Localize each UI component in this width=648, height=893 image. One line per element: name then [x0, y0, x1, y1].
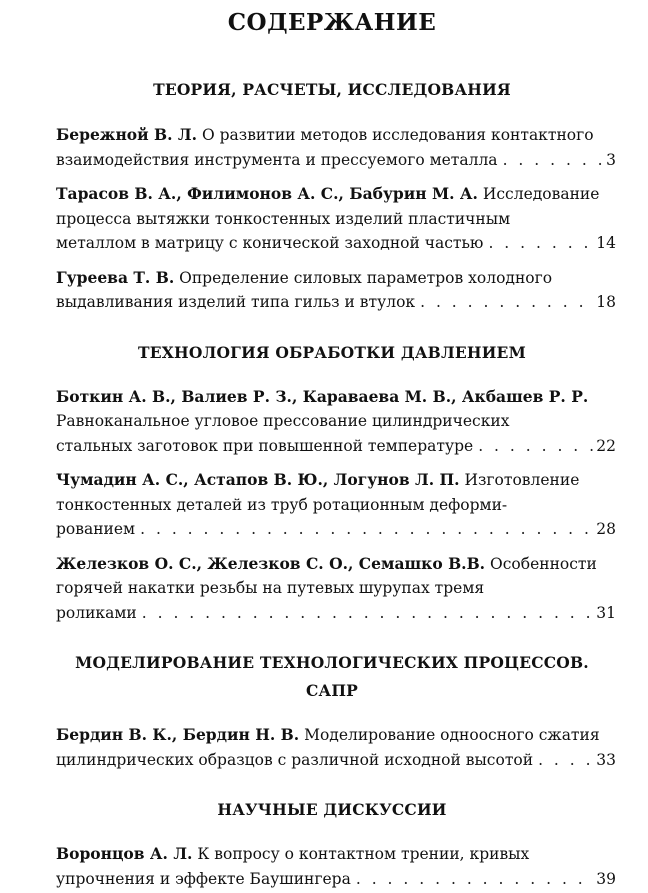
- entry-title-part: рованием: [56, 520, 136, 538]
- entry-title-part: Особенности: [485, 554, 597, 573]
- leader-dots: [420, 290, 593, 315]
- page-number: 18: [596, 293, 616, 311]
- entry-title-part: упрочнения и эффекте Баушингера: [56, 869, 351, 888]
- page-number: 28: [596, 520, 616, 538]
- entry-title-part: Исследование: [477, 185, 600, 203]
- toc-entry[interactable]: [56, 266, 616, 315]
- entry-title-part: металлом в матрицу с конической заходной частью: [56, 234, 484, 252]
- entry-title-part: О развитии методов исследования контактного: [197, 126, 594, 144]
- entry-title-part: стальных заготовок при повышенной температуре: [56, 436, 474, 455]
- entry-authors: Железков О. С., Железков С. О., Семашко В.В.: [56, 553, 486, 573]
- toc-entry[interactable]: [56, 723, 616, 772]
- entry-title-part: Равноканальное угловое прессование цилиндрических: [56, 412, 510, 430]
- page-number: 14: [596, 234, 616, 252]
- entry-title-part: выдавливания изделий типа гильз и втулок: [56, 293, 416, 311]
- entry-title-part: процесса вытяжки тонкостенных изделий пластичным: [56, 209, 511, 228]
- entry-authors: Чумадин А. С., Астапов В. Ю., Логунов Л. П.: [56, 470, 460, 489]
- page-number: 33: [596, 750, 616, 769]
- page-number: 22: [596, 436, 616, 455]
- leader-dots: [478, 434, 593, 459]
- entry-authors: Гуреева Т. В.: [56, 267, 175, 287]
- section-heading: МОДЕЛИРОВАНИЕ ТЕХНОЛОГИЧЕСКИХ ПРОЦЕССОВ.: [75, 653, 589, 672]
- toc-entry[interactable]: [56, 468, 616, 542]
- entry-title-part: горячей накатки резьбы на путевых шурупах тремя: [56, 579, 485, 597]
- leader-dots: [356, 867, 593, 892]
- toc-entry[interactable]: [56, 182, 616, 256]
- entry-title-part: цилиндрических образцов с различной исходной высотой: [56, 750, 534, 769]
- leader-dots: [538, 748, 593, 773]
- section-heading-continued: САПР: [305, 681, 359, 700]
- entry-title-part: взаимодействия инструмента и прессуемого металла: [56, 150, 498, 169]
- page-number: 3: [606, 150, 616, 169]
- entry-title-part: Определение силовых параметров холодного: [174, 268, 553, 287]
- leader-dots: [142, 601, 594, 626]
- toc-entry[interactable]: [56, 385, 616, 459]
- leader-dots: [488, 231, 593, 256]
- leader-dots: [503, 148, 604, 173]
- entry-title-part: тонкостенных деталей из труб ротационным деформи-: [56, 495, 508, 514]
- leader-dots: [140, 517, 593, 542]
- entry-authors: Бережной В. Л.: [56, 125, 198, 144]
- entry-title-part: Изготовление: [459, 471, 580, 489]
- toc-entry[interactable]: [56, 123, 616, 172]
- entry-title-part: роликами: [56, 603, 137, 622]
- entry-title-part: К вопросу о контактном трении, кривых: [192, 845, 530, 863]
- toc-entry[interactable]: [56, 552, 616, 626]
- entry-authors: Воронцов А. Л.: [56, 844, 193, 863]
- toc-entry[interactable]: [56, 842, 616, 891]
- section-heading: НАУЧНЫЕ ДИСКУССИИ: [217, 800, 447, 819]
- entry-authors: Тарасов В. А., Филимонов А. С., Бабурин М. А.: [56, 184, 478, 203]
- page-number: 39: [596, 869, 616, 888]
- page-number: 31: [596, 603, 616, 622]
- page-title: СОДЕРЖАНИЕ: [227, 9, 437, 36]
- entry-title-part: Моделирование одноосного сжатия: [299, 726, 600, 744]
- entry-authors: Боткин А. В., Валиев Р. З., Караваева М. В., Акбашев Р. Р.: [56, 386, 589, 406]
- section-heading: ТЕХНОЛОГИЯ ОБРАБОТКИ ДАВЛЕНИЕМ: [138, 342, 526, 362]
- entry-authors: Бердин В. К., Бердин Н. В.: [56, 725, 300, 744]
- section-heading: ТЕОРИЯ, РАСЧЕТЫ, ИССЛЕДОВАНИЯ: [153, 80, 511, 99]
